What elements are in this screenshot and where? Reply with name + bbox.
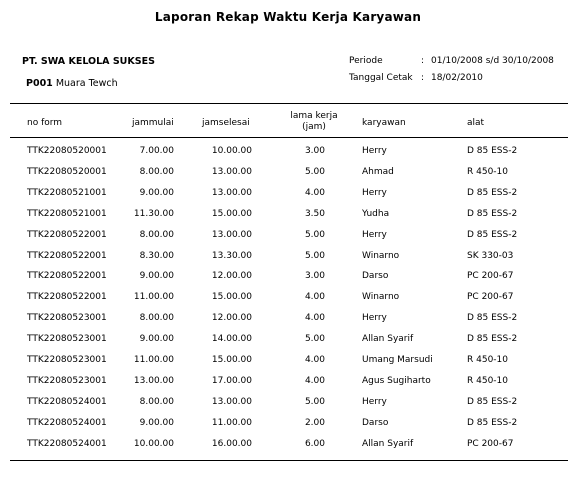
table-row bbox=[0, 334, 576, 354]
table-row bbox=[0, 188, 576, 208]
cell-jam-mulai: 13.00.00 bbox=[133, 375, 174, 386]
table-row bbox=[0, 271, 576, 291]
report-title: Laporan Rekap Waktu Kerja Karyawan bbox=[154, 10, 422, 24]
cell-karyawan: Yudha bbox=[362, 208, 390, 219]
cell-jam-selesai: 13.30.00 bbox=[211, 250, 252, 261]
cell-jam-mulai: 8.00.00 bbox=[139, 166, 174, 177]
cell-alat: PC 200-67 bbox=[467, 271, 514, 282]
cell-no-form: TTK22080520001 bbox=[27, 166, 107, 177]
cell-jam-selesai: 13.00.00 bbox=[211, 229, 252, 240]
cell-jam-selesai: 13.00.00 bbox=[211, 396, 252, 407]
cell-jam-selesai: 17.00.00 bbox=[211, 375, 252, 386]
cell-no-form: TTK22080522001 bbox=[27, 271, 107, 282]
cell-karyawan: Herry bbox=[362, 187, 387, 198]
cell-lama-kerja: 4.00 bbox=[304, 187, 325, 198]
cell-jam-mulai: 11.30.00 bbox=[133, 208, 174, 219]
table-row bbox=[0, 397, 576, 417]
cell-alat: SK 330-03 bbox=[467, 250, 514, 261]
cell-karyawan: Herry bbox=[362, 229, 387, 240]
cell-karyawan: Agus Sugiharto bbox=[362, 375, 431, 386]
cell-lama-kerja: 4.00 bbox=[304, 375, 325, 386]
table-row bbox=[0, 230, 576, 250]
periode-colon: : bbox=[421, 56, 425, 66]
header-karyawan: karyawan bbox=[362, 118, 406, 128]
cell-lama-kerja: 5.00 bbox=[304, 334, 325, 345]
cell-alat: R 450-10 bbox=[467, 355, 508, 365]
header-jam-mulai: jammulai bbox=[132, 118, 174, 128]
site-info bbox=[26, 78, 118, 89]
cell-karyawan: Herry bbox=[362, 396, 387, 407]
cell-no-form: TTK22080521001 bbox=[27, 208, 107, 219]
cell-no-form: TTK22080523001 bbox=[27, 355, 107, 365]
cell-jam-selesai: 13.00.00 bbox=[211, 166, 252, 177]
cell-karyawan: Umang Marsudi bbox=[362, 355, 433, 365]
cell-alat: D 85 ESS-2 bbox=[467, 208, 518, 219]
table-row bbox=[0, 355, 576, 375]
cell-karyawan: Darso bbox=[362, 417, 389, 428]
cell-lama-kerja: 5.00 bbox=[304, 229, 325, 240]
cell-jam-selesai: 13.00.00 bbox=[211, 187, 252, 198]
cell-jam-mulai: 9.00.00 bbox=[139, 417, 174, 428]
cell-jam-mulai: 8.00.00 bbox=[139, 229, 174, 240]
cell-jam-mulai: 9.00.00 bbox=[139, 187, 174, 198]
cell-jam-mulai: 8.00.00 bbox=[139, 396, 174, 407]
cell-no-form: TTK22080522001 bbox=[27, 292, 107, 303]
cell-no-form: TTK22080523001 bbox=[27, 375, 107, 386]
tanggal-cetak-colon: : bbox=[421, 73, 425, 83]
cell-alat: D 85 ESS-2 bbox=[467, 396, 518, 407]
cell-alat: D 85 ESS-2 bbox=[467, 313, 518, 324]
table-row bbox=[0, 167, 576, 187]
cell-jam-selesai: 12.00.00 bbox=[211, 313, 252, 324]
header-lama-kerja-line2: (jam) bbox=[302, 122, 326, 132]
table-row bbox=[0, 146, 576, 166]
cell-karyawan: Allan Syarif bbox=[362, 438, 414, 449]
cell-lama-kerja: 5.00 bbox=[304, 250, 325, 261]
cell-jam-selesai: 10.00.00 bbox=[211, 146, 252, 156]
cell-lama-kerja: 6.00 bbox=[304, 438, 325, 449]
header-no-form: no form bbox=[27, 118, 63, 128]
cell-jam-mulai: 10.00.00 bbox=[133, 438, 174, 449]
cell-jam-mulai: 11.00.00 bbox=[133, 355, 174, 365]
cell-karyawan: Ahmad bbox=[362, 166, 394, 177]
cell-no-form: TTK22080522001 bbox=[27, 250, 107, 261]
header-alat: alat bbox=[467, 118, 485, 128]
tanggal-cetak-label: Tanggal Cetak bbox=[349, 73, 413, 83]
cell-jam-selesai: 16.00.00 bbox=[211, 438, 252, 449]
cell-lama-kerja: 2.00 bbox=[304, 417, 325, 428]
cell-no-form: TTK22080524001 bbox=[27, 417, 107, 428]
table-row bbox=[0, 313, 576, 333]
table-row bbox=[0, 376, 576, 396]
cell-jam-mulai: 7.00.00 bbox=[139, 146, 174, 156]
cell-karyawan: Herry bbox=[362, 313, 387, 324]
table-bottom-rule bbox=[10, 460, 568, 461]
cell-karyawan: Allan Syarif bbox=[362, 334, 414, 345]
header-jam-selesai: jamselesai bbox=[202, 118, 250, 128]
cell-jam-selesai: 14.00.00 bbox=[211, 334, 252, 345]
header-lama-kerja bbox=[284, 111, 344, 133]
cell-jam-mulai: 8.30.00 bbox=[139, 250, 174, 261]
table-row bbox=[0, 292, 576, 312]
cell-alat: D 85 ESS-2 bbox=[467, 229, 518, 240]
cell-alat: R 450-10 bbox=[467, 375, 508, 386]
cell-no-form: TTK22080521001 bbox=[27, 187, 107, 198]
header-lama-kerja-line1: lama kerja bbox=[290, 111, 338, 121]
tanggal-cetak-value: 18/02/2010 bbox=[431, 73, 483, 83]
company-name: PT. SWA KELOLA SUKSES bbox=[22, 56, 155, 67]
table-top-rule bbox=[10, 103, 568, 104]
site-code: P001 bbox=[26, 78, 53, 89]
cell-alat: D 85 ESS-2 bbox=[467, 146, 518, 156]
cell-jam-selesai: 12.00.00 bbox=[211, 271, 252, 282]
cell-jam-selesai: 15.00.00 bbox=[211, 292, 252, 303]
cell-no-form: TTK22080520001 bbox=[27, 146, 107, 156]
cell-jam-mulai: 11.00.00 bbox=[133, 292, 174, 303]
cell-alat: PC 200-67 bbox=[467, 438, 514, 449]
cell-no-form: TTK22080524001 bbox=[27, 396, 107, 407]
cell-alat: D 85 ESS-2 bbox=[467, 187, 518, 198]
cell-lama-kerja: 3.00 bbox=[304, 146, 325, 156]
cell-lama-kerja: 3.50 bbox=[304, 208, 325, 219]
cell-alat: PC 200-67 bbox=[467, 292, 514, 303]
cell-alat: R 450-10 bbox=[467, 166, 508, 177]
cell-lama-kerja: 5.00 bbox=[304, 166, 325, 177]
periode-label: Periode bbox=[349, 56, 383, 66]
cell-karyawan: Winarno bbox=[362, 250, 400, 261]
cell-jam-selesai: 15.00.00 bbox=[211, 208, 252, 219]
cell-jam-selesai: 15.00.00 bbox=[211, 355, 252, 365]
cell-lama-kerja: 5.00 bbox=[304, 396, 325, 407]
cell-no-form: TTK22080523001 bbox=[27, 334, 107, 345]
cell-no-form: TTK22080522001 bbox=[27, 229, 107, 240]
cell-karyawan: Winarno bbox=[362, 292, 400, 303]
table-row bbox=[0, 418, 576, 438]
cell-lama-kerja: 3.00 bbox=[304, 271, 325, 282]
cell-lama-kerja: 4.00 bbox=[304, 292, 325, 303]
cell-jam-mulai: 9.00.00 bbox=[139, 334, 174, 345]
cell-karyawan: Darso bbox=[362, 271, 389, 282]
cell-jam-mulai: 8.00.00 bbox=[139, 313, 174, 324]
site-name: Muara Tewch bbox=[55, 78, 118, 89]
cell-alat: D 85 ESS-2 bbox=[467, 417, 518, 428]
table-row bbox=[0, 209, 576, 229]
table-header-rule bbox=[10, 137, 568, 138]
periode-value: 01/10/2008 s/d 30/10/2008 bbox=[431, 56, 554, 66]
cell-jam-selesai: 11.00.00 bbox=[211, 417, 252, 428]
table-row bbox=[0, 439, 576, 459]
cell-karyawan: Herry bbox=[362, 146, 387, 156]
cell-no-form: TTK22080523001 bbox=[27, 313, 107, 324]
cell-alat: D 85 ESS-2 bbox=[467, 334, 518, 345]
table-row bbox=[0, 251, 576, 271]
cell-no-form: TTK22080524001 bbox=[27, 438, 107, 449]
cell-lama-kerja: 4.00 bbox=[304, 313, 325, 324]
cell-lama-kerja: 4.00 bbox=[304, 355, 325, 365]
cell-jam-mulai: 9.00.00 bbox=[139, 271, 174, 282]
